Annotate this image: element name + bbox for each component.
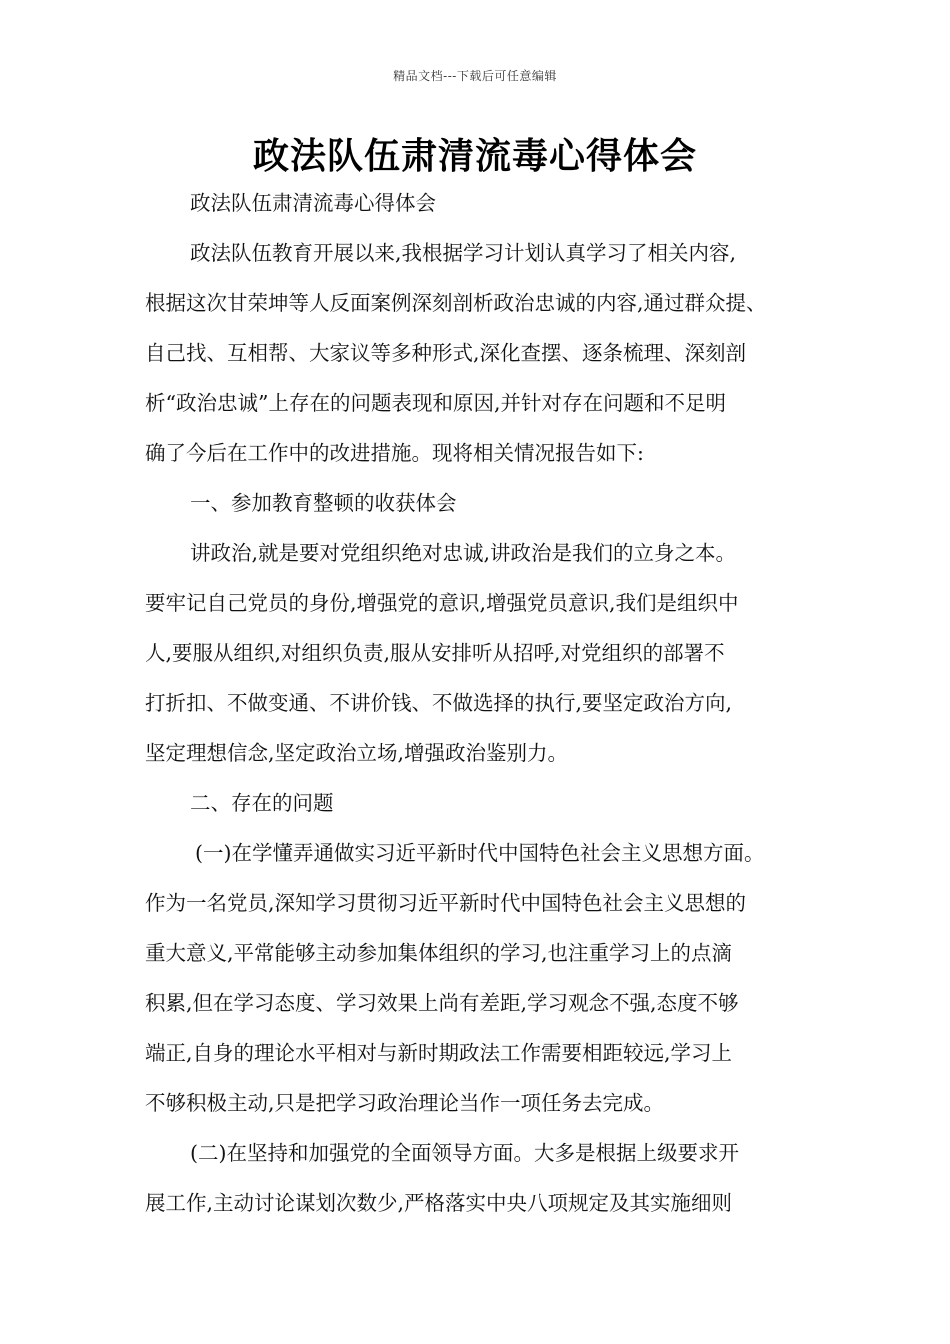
page-header: 精品文档---下载后可任意编辑 bbox=[393, 69, 557, 83]
paragraph-line: 政法队伍教育开展以来,我根据学习计划认真学习了相关内容, bbox=[190, 241, 737, 265]
document-title: 政法队伍肃清流毒心得体会 bbox=[252, 135, 697, 177]
paragraph-line: (二)在坚持和加强党的全面领导方面。大多是根据上级要求开 bbox=[190, 1141, 739, 1165]
paragraph-line: 端正,自身的理论水平相对与新时期政法工作需要相距较远,学习上 bbox=[145, 1041, 733, 1065]
section-heading: 二、存在的问题 bbox=[190, 791, 334, 815]
paragraph-line: 作为一名党员,深知学习贯彻习近平新时代中国特色社会主义思想的 bbox=[145, 891, 747, 915]
paragraph-line: 打折扣、不做变通、不讲价钱、不做选择的执行,要坚定政治方向, bbox=[145, 691, 733, 715]
paragraph-line: 根据这次甘荣坤等人反面案例深刻剖析政治忠诚的内容,通过群众提、 bbox=[145, 291, 767, 315]
paragraph-line: 自己找、互相帮、大家议等多种形式,深化查摆、逐条梳理、深刻剖 bbox=[145, 341, 747, 365]
section-heading: 一、参加教育整顿的收获体会 bbox=[190, 491, 457, 515]
paragraph-line: 坚定理想信念,坚定政治立场,增强政治鉴别力。 bbox=[145, 741, 569, 765]
paragraph-line: (一)在学懂弄通做实习近平新时代中国特色社会主义思想方面。 bbox=[195, 841, 765, 865]
paragraph-line: 析“政治忠诚”上存在的问题表现和原因,并针对存在问题和不足明 bbox=[145, 391, 726, 415]
paragraph-line: 积累,但在学习态度、学习效果上尚有差距,学习观念不强,态度不够 bbox=[145, 991, 739, 1015]
paragraph-line: 重大意义,平常能够主动参加集体组织的学习,也注重学习上的点滴 bbox=[145, 941, 733, 965]
subtitle-line: 政法队伍肃清流毒心得体会 bbox=[190, 191, 436, 215]
paragraph-line: 人,要服从组织,对组织负责,服从安排听从招呼,对党组织的部署不 bbox=[145, 641, 725, 665]
document-body bbox=[145, 178, 810, 1228]
paragraph-line: 不够积极主动,只是把学习政治理论当作一项任务去完成。 bbox=[145, 1091, 665, 1115]
paragraph-line: 确了今后在工作中的改进措施。现将相关情况报告如下: bbox=[145, 441, 644, 465]
paragraph-line: 展工作,主动讨论谋划次数少,严格落实中央八项规定及其实施细则 bbox=[145, 1191, 733, 1215]
paragraph-line: 讲政治,就是要对党组织绝对忠诚,讲政治是我们的立身之本。 bbox=[190, 541, 737, 565]
paragraph-line: 要牢记自己党员的身份,增强党的意识,增强党员意识,我们是组织中 bbox=[145, 591, 739, 615]
